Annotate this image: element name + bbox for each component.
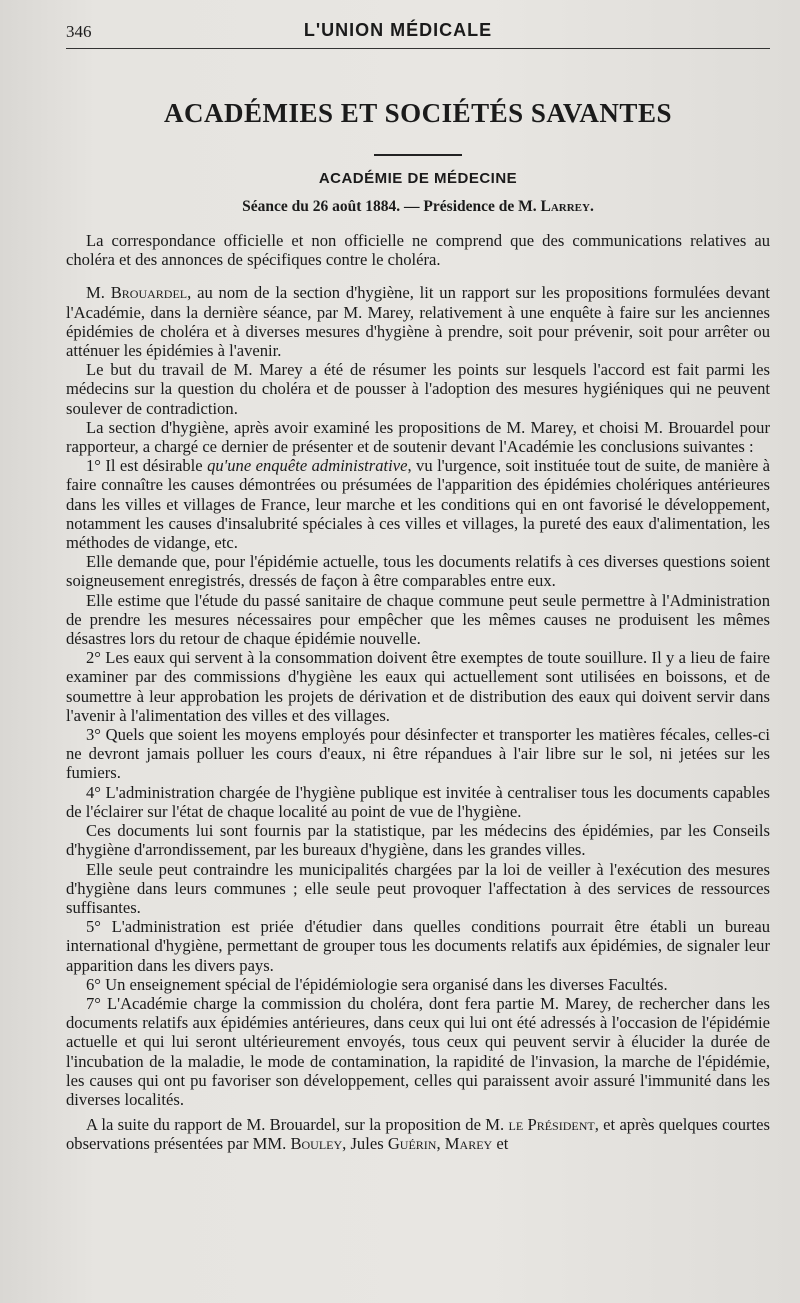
paragraph-2 xyxy=(66,283,770,360)
c1-prefix: 1° Il est désirable xyxy=(86,456,203,476)
conclusion-6: 6° Un enseignement spécial de l'épidémiologie sera organisé dans les diverses Facultés. xyxy=(86,974,668,994)
closing-d: , xyxy=(436,1134,441,1154)
closing-name-2: Guérin xyxy=(387,1134,437,1154)
session-text: Séance du 26 août 1884. — Présidence de M. xyxy=(242,198,537,215)
closing-a: A la suite du rapport de M. Brouardel, sur la proposition de M. xyxy=(86,1115,505,1135)
paragraph-7: Elle estime que l'étude du passé sanitaire de chaque commune peut seule permettre à l'Administration de prendre les mesures nécessaires pour empêcher que les mêmes causes ne produisent les mêmes désastres lors du retour de chaque épidémie nouvelle. xyxy=(66,590,770,649)
article-body xyxy=(66,231,770,1154)
section-title: ACADÉMIES ET SOCIÉTÉS SAVANTES xyxy=(164,98,672,128)
conclusion-7: 7° L'Académie charge la commission du choléra, dont fera partie M. Marey, de rechercher dans les documents relatifs aux épidémies antérieures, dans ceux qui lui ont été adressés à l'occasion de l'épidémie actuelle et qui lui seront ultérieurement envoyés, tous ceux qui peuvent servir à élucider la durée de l'incubation de la maladie, le mode de contamination, la rapidité de l'invasion, la marche de l'épidémie, les causes qui ont pu favoriser son développement, celles qui paraissent avoir assuré l'immunité dans les diverses localités. xyxy=(66,993,770,1109)
paragraph-6: Elle demande que, pour l'épidémie actuelle, tous les documents relatifs à ces diverses questions soient soigneusement enregistrés, dressés de façon à être comparables entre eux. xyxy=(66,552,770,591)
paragraph-11: Ces documents lui sont fournis par la statistique, par les médecins des épidémies, par les Conseils d'hygiène d'arrondissement, par les bureaux d'hygiène, dans les grandes villes. xyxy=(66,821,770,860)
closing-name-1: Bouley xyxy=(290,1134,343,1154)
speaker-name: Brouardel xyxy=(110,283,188,303)
c1-emphasis: qu'une enquête administrative xyxy=(207,456,408,476)
paragraph-1: La correspondance officielle et non officielle ne comprend que des communications relatives au choléra et des annonces de spécifiques contre le choléra. xyxy=(66,231,770,270)
closing-c: , Jules xyxy=(342,1134,384,1154)
title-rule xyxy=(374,154,462,156)
conclusion-1 xyxy=(66,456,770,552)
conclusion-3: 3° Quels que soient les moyens employés pour désinfecter et transporter les matières fécales, celles-ci ne devront jamais polluer les cours d'eaux, ni être répandues à l'air libre sur le sol, ni jetées sur les fumiers. xyxy=(66,725,770,783)
closing-b: , et après quelques courtes observations présentées par MM. xyxy=(66,1115,770,1154)
conclusion-4: 4° L'administration chargée de l'hygiène publique est invitée à centraliser tous les documents capables de l'éclairer sur l'état de chaque localité au point de vue de l'hygiène. xyxy=(66,782,770,821)
paragraph-3: Le but du travail de M. Marey a été de résumer les points sur lesquels l'accord est fait parmi les médecins sur la question du choléra et de pousser à l'adoption des mesures hygiéniques qui ne peuvent soulever de contradiction. xyxy=(66,360,770,418)
p2-text: , au nom de la section d'hygiène, lit un rapport sur les propositions formulées devant l'Académie, dans la dernière séance, par M. Marey, relativement à une enquête à faire sur les anciennes épidémies de choléra et à diverses mesures d'hygiène à prendre, soit pour prévenir, soit pour arrêter ou atténuer les épidémies à l'avenir. xyxy=(66,283,770,361)
running-head xyxy=(66,18,770,49)
session-president: Larrey. xyxy=(540,198,594,215)
p2-prefix: M. xyxy=(86,283,105,303)
conclusion-5: 5° L'administration est priée d'étudier dans quelles conditions pourrait être établi un bureau international d'hygiène, permettant de grouper tous les documents relatifs aux épidémies, de signaler leur apparition dans les divers pays. xyxy=(66,917,770,975)
page-number: 346 xyxy=(66,22,92,41)
closing-president: le Président xyxy=(508,1115,595,1135)
closing-name-3: Marey xyxy=(444,1134,493,1154)
academy-heading: ACADÉMIE DE MÉDECINE xyxy=(318,170,518,187)
paragraph-4: La section d'hygiène, après avoir examiné les propositions de M. Marey, et choisi M. Brouardel pour rapporteur, a chargé ce dernier de présenter et de soutenir devant l'Académie les conclusions suivantes : xyxy=(66,417,770,457)
journal-title: L'UNION MÉDICALE xyxy=(303,20,493,40)
session-line xyxy=(66,197,770,217)
closing-e: et xyxy=(496,1134,509,1154)
c1-text: , vu l'urgence, soit instituée tout de suite, de manière à faire connaître les causes démontrées ou présumées de l'apparition des épidémies cholériques antérieures dans les villes et villages de France, leur marche et les conditions qui en ont favorisé le développement, notamment les causes d'insalubrité spéciales à ces villes et villages, la pureté des eaux d'alimentation, les méthodes de vidange, etc. xyxy=(66,456,770,553)
closing-paragraph xyxy=(66,1115,770,1153)
conclusion-2: 2° Les eaux qui servent à la consommation doivent être exemptes de toute souillure. Il y a lieu de faire examiner par des commissions d'hygiène les eaux qui actuellement sont utilisées en boissons, et de soumettre à leur approbation les projets de dérivation et de distribution des eaux qui doivent servir dans l'avenir à l'alimentation des villes et des villages. xyxy=(66,648,770,725)
paragraph-12: Elle seule peut contraindre les municipalités chargées par la loi de veiller à l'exécution des mesures d'hygiène dans leurs communes ; elle seule peut provoquer l'affectation à des services de ressources suffisantes. xyxy=(66,859,770,917)
